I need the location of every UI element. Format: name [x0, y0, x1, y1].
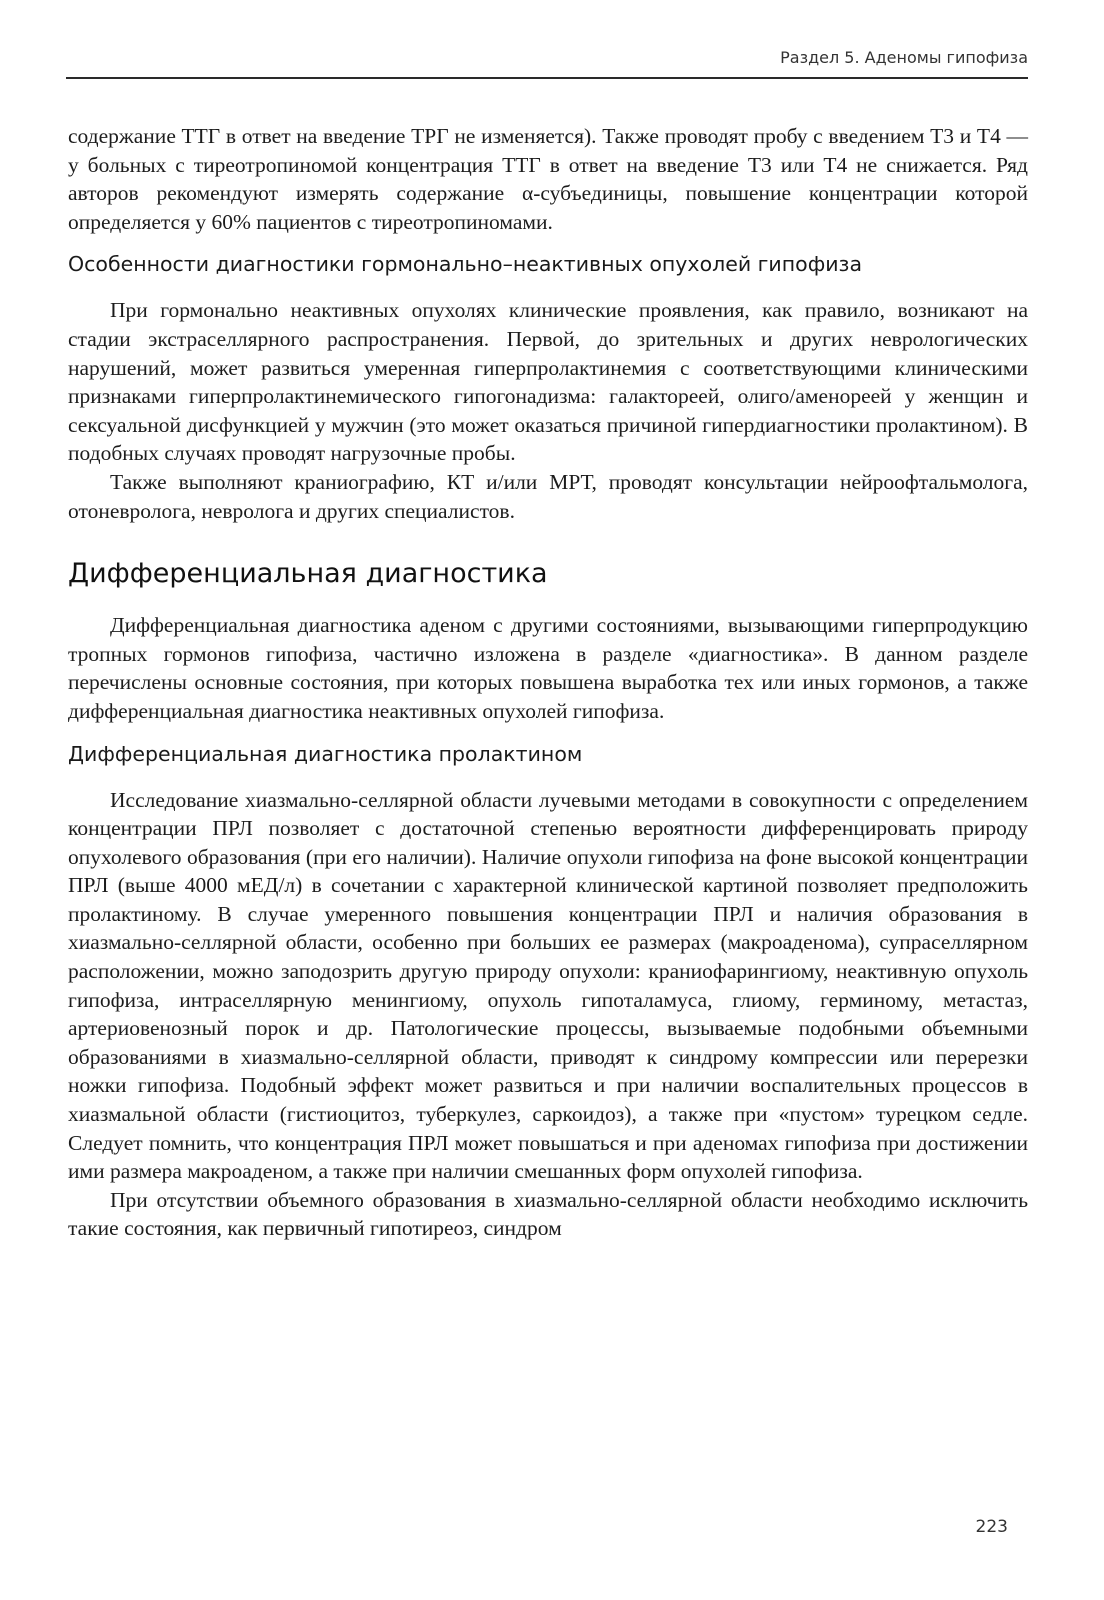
paragraph-prolactinoma: Исследование хиазмально-селлярной области лучевыми методами в совокупности с определением концентрации ПРЛ позволяет с достаточной степенью вероятности дифференцировать природу опухолевого образования (при его наличии). Наличие опухоли гипофиза на фоне высокой концентрации ПРЛ (выше 4000 мЕД/л) в сочетании с характерной клинической картиной позволяет предположить пролактиному. В случае умеренного повышения концентрации ПРЛ и наличия образования в хиазмально-селлярной области, особенно при больших ее размерах (макроаденома), супраселлярном расположении, можно заподозрить другую природу опухоли: краниофарингиому, неактивную опухоль гипофиза, интраселлярную менингиому, опухоль гипоталамуса, глиому, герминому, метастаз, артериовенозный порок и др. Патологические процессы, вызываемые подобными объемными образованиями в хиазмально-селлярной области, приводят к синдрому компрессии или перерезки ножки гипофиза. Подобный эффект может развиться и при наличии воспалительных процессов в хиазмальной области (гистиоцитоз, туберкулез, саркоидоз), а также при «пустом» турецком седле. Следует помнить, что концентрация ПРЛ может повышаться и при аденомах гипофиза при достижении ими размера макроаденом, а также при наличии смешанных форм опухолей гипофиза. [68, 787, 1028, 1184]
running-head: Раздел 5. Аденомы гипофиза [780, 48, 1028, 67]
section-title-differential: Дифференциальная диагностика [68, 558, 548, 590]
subheading-prolactinoma: Дифференциальная диагностика пролактином [68, 741, 583, 766]
paragraph-imaging: Также выполняют краниографию, КТ и/или МРТ, проводят консультации нейроофтальмолога, отоневролога, невролога и других специалистов. [68, 469, 1028, 523]
paragraph-differential-intro: Дифференциальная диагностика аденом с другими состояниями, вызывающими гиперпродукцию тропных гормонов гипофиза, частично изложена в разделе «диагностика». В данном разделе перечислены основные состояния, при которых повышена выработка тех или иных гормонов, а также дифференциальная диагностика неактивных опухолей гипофиза. [68, 613, 1028, 723]
body-column [68, 122, 1028, 1243]
page-number: 223 [975, 1517, 1008, 1537]
paragraph-continuation: содержание ТТГ в ответ на введение ТРГ не изменяется). Также проводят пробу с введением Т3 и Т4 — у больных с тиреотропиномой концентрация ТТГ в ответ на введение Т3 или Т4 не снижается. Ряд авторов рекомендуют измерять содержание α-субъединицы, повышение концентрации которой определяется у 60% пациентов с тиреотропиномами. [68, 124, 1028, 234]
header-rule [66, 77, 1028, 79]
paragraph-no-mass: При отсутствии объемного образования в хиазмально-селлярной области необходимо исключить такие состояния, как первичный гипотиреоз, синдром [68, 1187, 1028, 1241]
paragraph-inactive-tumors: При гормонально неактивных опухолях клинические проявления, как правило, возникают на стадии экстраселлярного распространения. Первой, до зрительных и других неврологических нарушений, может развиться умеренная гиперпролактинемия с соответствующими клиническими признаками гиперпролактинемического гипогонадизма: галактореей, олиго/аменореей у женщин и сексуальной дисфункцией у мужчин (это может оказаться причиной гипердиагностики пролактином). В подобных случаях проводят нагрузочные пробы. [68, 298, 1028, 466]
subheading-inactive-tumors: Особенности диагностики гормонально–неактивных опухолей гипофиза [68, 252, 863, 277]
